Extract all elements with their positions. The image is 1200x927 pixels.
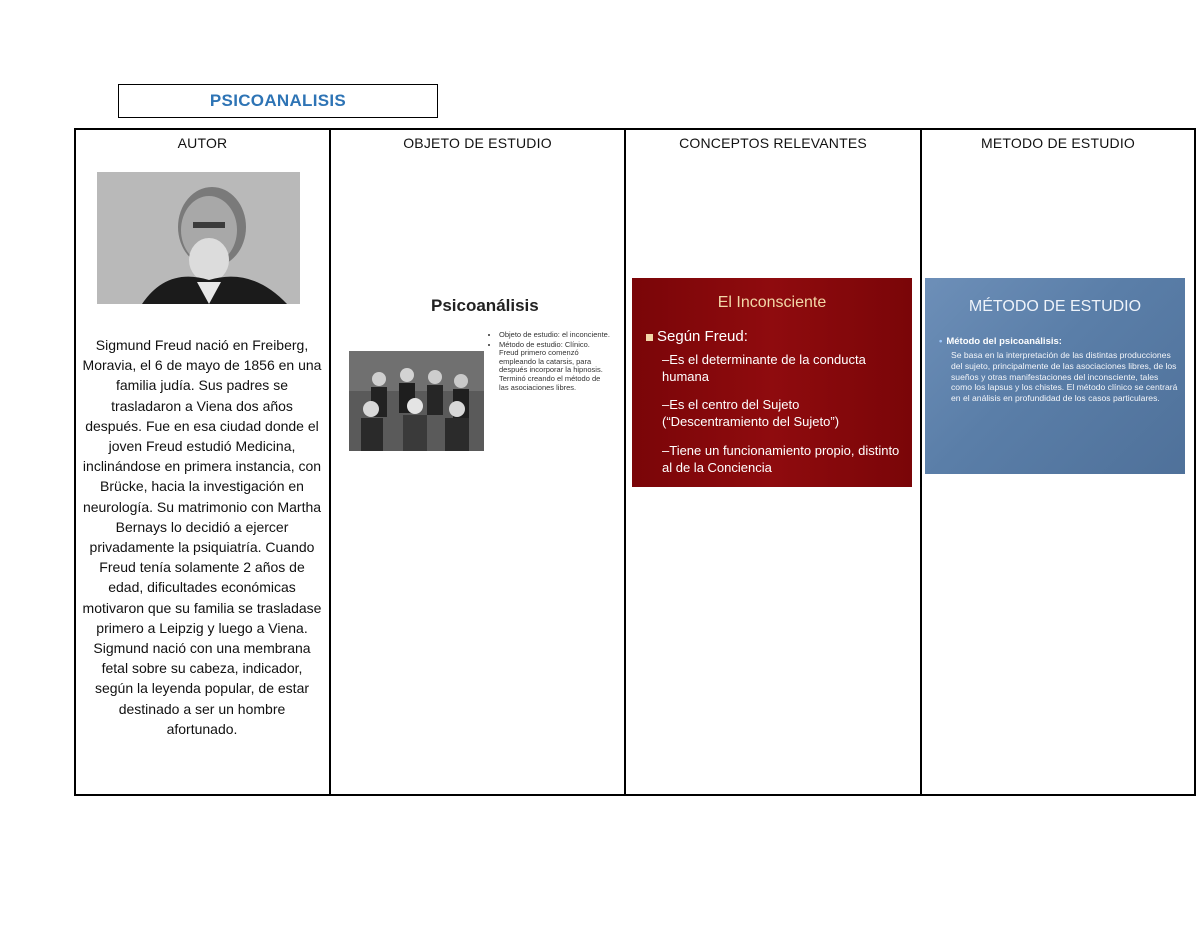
slide-metodo	[925, 278, 1185, 474]
slide-lead-text: Según Freud:	[657, 328, 748, 345]
slide-title: El Inconsciente	[717, 294, 827, 311]
author-bio: Sigmund Freud nació en Freiberg, Moravia, el 6 de mayo de 1856 en una familia judía. Sus padres se trasladaron a Viena dos años después. Fue en esa ciudad donde el joven Freud estudió Medicina, inclinándose en primera instancia, con Brücke, hacia la investigación en neurología. Su matrimonio con Martha Bernays lo decidió a ejercer privadamente la psiquiatría. Cuando Freud tenía solamente 2 años de edad, dificultades económicas motivaron que su familia se trasladase primero a Leipzig y luego a Viena. Sigmund nació con una membrana fetal sobre su cabeza, indicador, según la leyenda popular, de estar destinado a ser un hombre afortunado.	[82, 337, 322, 737]
slide-bullets	[489, 331, 611, 393]
column-conceptos	[624, 130, 920, 794]
slide-lead-text: Método del psicoanálisis:	[946, 336, 1062, 347]
freud-portrait	[97, 172, 300, 304]
slide-body: Se basa en la interpretación de las distintas producciones del sujeto, principalmente de las asociaciones libres, de los sueños y otras manifestaciones del inconsciente, tales como los lapsus y los chistes. El método clínico se centrará en el análisis en profundidad de los casos particulares.	[951, 350, 1178, 404]
header-conceptos: CONCEPTOS RELEVANTES	[679, 135, 867, 151]
slide-psicoanalisis	[347, 294, 610, 454]
column-metodo	[920, 130, 1194, 794]
bullet-item: • Método de estudio: Clínico. Freud primero comenzó empleando la catarsis, para después incorporar la hipnosis. Terminó creando el método de las asociaciones libres.	[499, 341, 611, 393]
concept-point: –Es el determinante de la conducta humana	[662, 352, 866, 384]
header-autor: AUTOR	[177, 135, 228, 151]
slide-lead	[939, 336, 1062, 347]
bullet-item: • Objeto de estudio: el inconciente.	[499, 331, 611, 340]
slide-inconsciente	[632, 278, 912, 487]
slide-title: Psicoanálisis	[431, 296, 539, 315]
slide-lead	[646, 328, 748, 345]
column-objeto	[329, 130, 624, 794]
header-metodo: METODO DE ESTUDIO	[980, 135, 1136, 151]
square-bullet-icon	[646, 334, 653, 341]
page-title: PSICOANALISIS	[209, 91, 347, 110]
title-box	[118, 84, 438, 118]
content-table	[74, 128, 1196, 796]
concept-point: –Es el centro del Sujeto (“Descentramiento del Sujeto”)	[662, 397, 840, 429]
group-photo	[349, 351, 484, 451]
header-objeto: OBJETO DE ESTUDIO	[403, 135, 552, 151]
concept-point: –Tiene un funcionamiento propio, distinto al de la Conciencia	[662, 443, 900, 475]
slide-title: MÉTODO DE ESTUDIO	[968, 298, 1142, 315]
column-autor	[76, 130, 329, 794]
bullet-icon: •	[939, 336, 943, 347]
